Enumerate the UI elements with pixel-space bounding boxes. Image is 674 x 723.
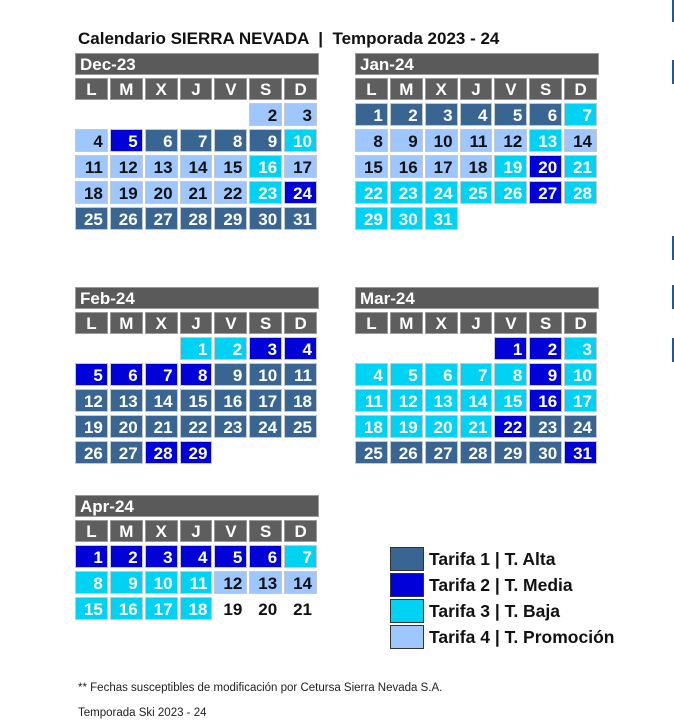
weekday-header: D <box>564 312 597 334</box>
day-cell: 18 <box>180 597 213 620</box>
day-cell: 1 <box>75 545 108 568</box>
day-cell: 11 <box>180 571 213 594</box>
page-title: Calendario SIERRA NEVADA | Temporada 2023 - 24 <box>78 29 500 48</box>
legend-label: Tarifa 1 | T. Alta <box>429 548 556 569</box>
empty-day-cell <box>529 207 562 230</box>
legend-label: Tarifa 3 | T. Baja <box>429 600 561 621</box>
weekday-header: L <box>75 520 108 542</box>
day-cell: 12 <box>494 129 527 152</box>
day-cell: 8 <box>355 129 388 152</box>
weekday-header: M <box>110 78 143 100</box>
day-cell: 15 <box>214 155 247 178</box>
day-cell: 4 <box>75 129 108 152</box>
day-cell: 3 <box>425 103 458 126</box>
month-header: Mar-24 <box>355 287 599 309</box>
day-cell: 14 <box>460 389 493 412</box>
day-cell: 13 <box>110 389 143 412</box>
empty-day-cell <box>214 441 247 464</box>
week-row <box>355 389 599 412</box>
day-cell: 10 <box>284 129 317 152</box>
day-cell: 9 <box>249 129 282 152</box>
day-cell: 18 <box>284 389 317 412</box>
weekday-header: S <box>249 78 282 100</box>
weekday-header: J <box>180 520 213 542</box>
day-cell: 3 <box>564 337 597 360</box>
weekday-header: D <box>284 312 317 334</box>
weekday-header: L <box>355 312 388 334</box>
day-cell: 31 <box>564 441 597 464</box>
day-cell: 29 <box>214 207 247 230</box>
day-cell: 9 <box>214 363 247 386</box>
day-cell: 30 <box>249 207 282 230</box>
day-cell: 18 <box>460 155 493 178</box>
day-cell: 5 <box>214 545 247 568</box>
weekday-header: X <box>425 312 458 334</box>
day-cell: 1 <box>355 103 388 126</box>
week-row <box>355 155 599 178</box>
day-cell: 2 <box>529 337 562 360</box>
week-row <box>355 103 599 126</box>
day-cell: 5 <box>494 103 527 126</box>
day-cell: 19 <box>75 415 108 438</box>
empty-day-cell <box>355 337 388 360</box>
day-cell: 25 <box>355 441 388 464</box>
day-cell: 11 <box>75 155 108 178</box>
day-cell: 29 <box>180 441 213 464</box>
weekday-header: S <box>529 78 562 100</box>
empty-day-cell <box>425 337 458 360</box>
day-cell: 22 <box>494 415 527 438</box>
week-row <box>75 441 319 464</box>
month-header: Feb-24 <box>75 287 319 309</box>
day-cell: 10 <box>564 363 597 386</box>
day-cell: 14 <box>145 389 178 412</box>
day-cell: 2 <box>214 337 247 360</box>
day-cell: 6 <box>529 103 562 126</box>
day-cell: 8 <box>180 363 213 386</box>
day-cell: 16 <box>249 155 282 178</box>
day-cell: 16 <box>110 597 143 620</box>
weekday-header: X <box>145 312 178 334</box>
day-cell: 2 <box>249 103 282 126</box>
weekday-header: M <box>390 312 423 334</box>
day-cell: 7 <box>564 103 597 126</box>
weekday-header: J <box>460 312 493 334</box>
week-row <box>355 363 599 386</box>
day-cell: 27 <box>529 181 562 204</box>
week-row <box>355 129 599 152</box>
week-row <box>355 337 599 360</box>
day-cell: 16 <box>214 389 247 412</box>
day-cell: 7 <box>180 129 213 152</box>
weekday-header: D <box>284 78 317 100</box>
weekday-header: M <box>110 312 143 334</box>
empty-day-cell <box>145 103 178 126</box>
empty-day-cell <box>75 337 108 360</box>
day-cell: 3 <box>249 337 282 360</box>
day-cell: 6 <box>145 129 178 152</box>
month-header: Jan-24 <box>355 53 599 75</box>
day-cell: 16 <box>529 389 562 412</box>
day-cell: 31 <box>284 207 317 230</box>
day-cell: 24 <box>249 415 282 438</box>
day-cell: 13 <box>145 155 178 178</box>
legend-item <box>390 598 614 624</box>
day-cell: 17 <box>564 389 597 412</box>
legend-item <box>390 546 614 572</box>
week-row <box>75 545 319 568</box>
month-apr-24 <box>75 495 319 620</box>
legend-item <box>390 572 614 598</box>
day-cell: 9 <box>390 129 423 152</box>
day-cell: 5 <box>390 363 423 386</box>
weekday-header: M <box>390 78 423 100</box>
empty-day-cell <box>460 207 493 230</box>
day-cell: 29 <box>355 207 388 230</box>
day-cell: 13 <box>249 571 282 594</box>
weekday-header: D <box>284 520 317 542</box>
day-cell: 10 <box>249 363 282 386</box>
day-cell: 7 <box>284 545 317 568</box>
weekday-header: L <box>355 78 388 100</box>
day-cell: 20 <box>425 415 458 438</box>
weekday-header: V <box>214 520 247 542</box>
day-cell: 15 <box>75 597 108 620</box>
day-cell: 31 <box>425 207 458 230</box>
weekday-header: S <box>249 312 282 334</box>
day-cell: 15 <box>355 155 388 178</box>
empty-day-cell <box>180 103 213 126</box>
day-cell: 11 <box>355 389 388 412</box>
day-cell: 26 <box>110 207 143 230</box>
week-row <box>75 129 319 152</box>
legend-label: Tarifa 2 | T. Media <box>429 574 573 595</box>
day-cell: 16 <box>390 155 423 178</box>
weekday-header-row <box>75 520 319 542</box>
month-header: Apr-24 <box>75 495 319 517</box>
day-cell: 24 <box>284 181 317 204</box>
day-cell: 5 <box>110 129 143 152</box>
day-cell: 13 <box>529 129 562 152</box>
day-cell: 25 <box>284 415 317 438</box>
day-cell: 26 <box>494 181 527 204</box>
day-cell: 23 <box>214 415 247 438</box>
weekday-header: J <box>460 78 493 100</box>
day-cell: 18 <box>75 181 108 204</box>
weekday-header: V <box>494 78 527 100</box>
day-cell: 3 <box>145 545 178 568</box>
day-cell: 23 <box>249 181 282 204</box>
week-row <box>355 441 599 464</box>
day-cell: 27 <box>110 441 143 464</box>
week-row <box>75 181 319 204</box>
weekday-header: X <box>145 520 178 542</box>
day-cell: 17 <box>425 155 458 178</box>
day-cell: 9 <box>529 363 562 386</box>
day-cell: 6 <box>249 545 282 568</box>
month-jan-24 <box>355 53 599 230</box>
legend-label: Tarifa 4 | T. Promoción <box>429 626 615 647</box>
day-cell: 13 <box>425 389 458 412</box>
day-cell: 20 <box>145 181 178 204</box>
day-cell: 17 <box>284 155 317 178</box>
weekday-header: M <box>110 520 143 542</box>
day-cell: 6 <box>110 363 143 386</box>
day-cell: 8 <box>75 571 108 594</box>
day-cell: 14 <box>284 571 317 594</box>
day-cell: 12 <box>214 571 247 594</box>
week-row <box>75 389 319 412</box>
day-cell: 12 <box>110 155 143 178</box>
empty-day-cell <box>110 103 143 126</box>
weekday-header-row <box>355 312 599 334</box>
month-header: Dec-23 <box>75 53 319 75</box>
day-cell: 23 <box>390 181 423 204</box>
empty-day-cell <box>494 207 527 230</box>
day-cell: 21 <box>180 181 213 204</box>
weekday-header: S <box>249 520 282 542</box>
week-row <box>75 337 319 360</box>
empty-day-cell <box>390 337 423 360</box>
day-cell: 18 <box>355 415 388 438</box>
day-cell: 12 <box>75 389 108 412</box>
day-cell: 2 <box>390 103 423 126</box>
day-cell: 22 <box>355 181 388 204</box>
day-cell: 21 <box>284 597 317 620</box>
day-cell: 28 <box>145 441 178 464</box>
day-cell: 15 <box>494 389 527 412</box>
day-cell: 19 <box>390 415 423 438</box>
legend-swatch <box>390 573 424 597</box>
day-cell: 10 <box>425 129 458 152</box>
day-cell: 28 <box>564 181 597 204</box>
day-cell: 6 <box>425 363 458 386</box>
day-cell: 25 <box>75 207 108 230</box>
disclaimer-note: ** Fechas susceptibles de modificación por Cetursa Sierra Nevada S.A. <box>78 682 443 694</box>
day-cell: 30 <box>529 441 562 464</box>
day-cell: 12 <box>390 389 423 412</box>
weekday-header: V <box>214 312 247 334</box>
day-cell: 20 <box>249 597 282 620</box>
day-cell: 14 <box>564 129 597 152</box>
empty-day-cell <box>145 337 178 360</box>
empty-day-cell <box>75 103 108 126</box>
week-row <box>75 155 319 178</box>
day-cell: 26 <box>75 441 108 464</box>
week-row <box>75 571 319 594</box>
day-cell: 8 <box>494 363 527 386</box>
day-cell: 22 <box>214 181 247 204</box>
day-cell: 27 <box>425 441 458 464</box>
empty-day-cell <box>564 207 597 230</box>
day-cell: 20 <box>110 415 143 438</box>
week-row <box>75 103 319 126</box>
weekday-header: L <box>75 312 108 334</box>
day-cell: 14 <box>180 155 213 178</box>
day-cell: 25 <box>460 181 493 204</box>
week-row <box>75 415 319 438</box>
day-cell: 21 <box>564 155 597 178</box>
day-cell: 4 <box>355 363 388 386</box>
day-cell: 19 <box>214 597 247 620</box>
day-cell: 9 <box>110 571 143 594</box>
day-cell: 4 <box>284 337 317 360</box>
weekday-header: D <box>564 78 597 100</box>
day-cell: 21 <box>145 415 178 438</box>
day-cell: 2 <box>110 545 143 568</box>
weekday-header: X <box>145 78 178 100</box>
weekday-header: J <box>180 78 213 100</box>
day-cell: 29 <box>494 441 527 464</box>
week-row <box>75 597 319 620</box>
weekday-header: V <box>494 312 527 334</box>
day-cell: 15 <box>180 389 213 412</box>
weekday-header: J <box>180 312 213 334</box>
day-cell: 26 <box>390 441 423 464</box>
day-cell: 7 <box>145 363 178 386</box>
weekday-header-row <box>75 78 319 100</box>
day-cell: 5 <box>75 363 108 386</box>
day-cell: 17 <box>145 597 178 620</box>
day-cell: 23 <box>529 415 562 438</box>
day-cell: 10 <box>145 571 178 594</box>
month-feb-24 <box>75 287 319 464</box>
week-row <box>75 363 319 386</box>
weekday-header-row <box>355 78 599 100</box>
day-cell: 8 <box>214 129 247 152</box>
day-cell: 28 <box>460 441 493 464</box>
week-row <box>355 207 599 230</box>
weekday-header: V <box>214 78 247 100</box>
legend-swatch <box>390 599 424 623</box>
day-cell: 30 <box>390 207 423 230</box>
tariff-legend <box>390 546 614 650</box>
week-row <box>75 207 319 230</box>
legend-item <box>390 624 614 650</box>
day-cell: 11 <box>284 363 317 386</box>
weekday-header: S <box>529 312 562 334</box>
week-row <box>355 415 599 438</box>
day-cell: 4 <box>460 103 493 126</box>
day-cell: 3 <box>284 103 317 126</box>
weekday-header: X <box>425 78 458 100</box>
season-footer: Temporada Ski 2023 - 24 <box>78 707 207 719</box>
day-cell: 21 <box>460 415 493 438</box>
day-cell: 1 <box>494 337 527 360</box>
day-cell: 1 <box>180 337 213 360</box>
legend-swatch <box>390 625 424 649</box>
empty-day-cell <box>214 103 247 126</box>
day-cell: 20 <box>529 155 562 178</box>
empty-day-cell <box>284 441 317 464</box>
day-cell: 28 <box>180 207 213 230</box>
day-cell: 7 <box>460 363 493 386</box>
day-cell: 17 <box>249 389 282 412</box>
day-cell: 24 <box>564 415 597 438</box>
empty-day-cell <box>249 441 282 464</box>
day-cell: 22 <box>180 415 213 438</box>
month-mar-24 <box>355 287 599 464</box>
legend-swatch <box>390 547 424 571</box>
empty-day-cell <box>110 337 143 360</box>
day-cell: 4 <box>180 545 213 568</box>
empty-day-cell <box>460 337 493 360</box>
day-cell: 19 <box>494 155 527 178</box>
day-cell: 11 <box>460 129 493 152</box>
month-dec-23 <box>75 53 319 230</box>
day-cell: 27 <box>145 207 178 230</box>
day-cell: 19 <box>110 181 143 204</box>
weekday-header-row <box>75 312 319 334</box>
week-row <box>355 181 599 204</box>
weekday-header: L <box>75 78 108 100</box>
day-cell: 24 <box>425 181 458 204</box>
